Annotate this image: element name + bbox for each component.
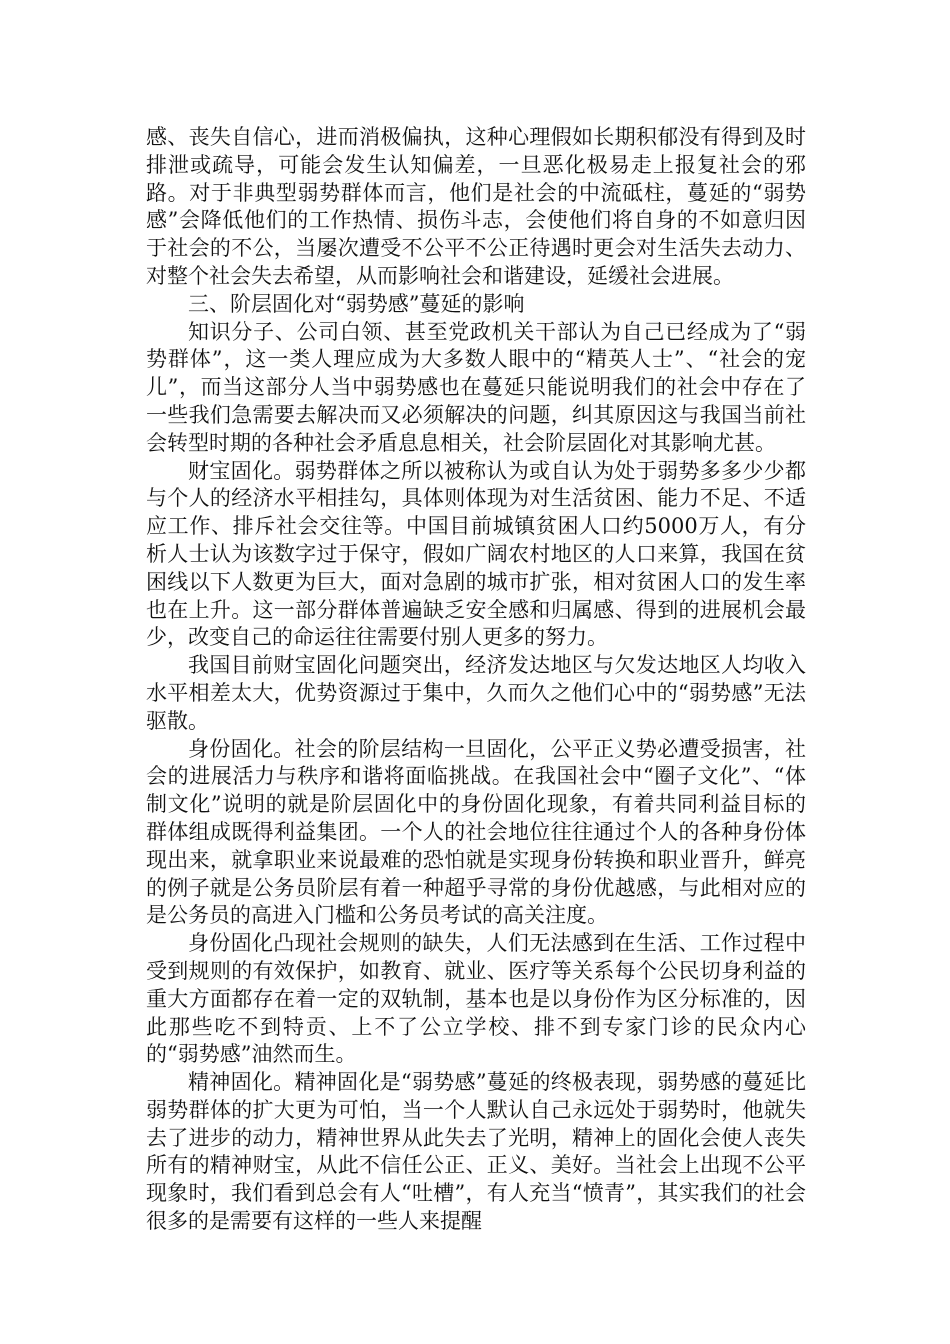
paragraph: 身份固化。社会的阶层结构一旦固化，公平正义势必遭受损害，社会的进展活力与秩序和谐将面临挑战。在我国社会中“圈子文化”、“体制文化”说明的就是阶层固化中的身份固化现象，有着共同利益目标的群体组成既得利益集团。一个人的社会地位往往通过个人的各种身份体现出来，就拿职业来说最难的恐怕就是实现身份转换和职业晋升，鲜亮的例子就是公务员阶层有着一种超乎寻常的身份优越感，与此相对应的是公务员的高进入门槛和公务员考试的高关注度。 (146, 736, 806, 928)
paragraph: 身份固化凸现社会规则的缺失，人们无法感到在生活、工作过程中受到规则的有效保护，如教育、就业、医疗等关系每个公民切身利益的重大方面都存在着一定的双轨制，基本也是以身份作为区分标准的，因此那些吃不到特贡、上不了公立学校、排不到专家门诊的民众内心的“弱势感”油然而生。 (146, 931, 806, 1067)
paragraph: 我国目前财宝固化问题突出，经济发达地区与欠发达地区人均收入水平相差太大，优势资源过于集中，久而久之他们心中的“弱势感”无法驱散。 (146, 653, 806, 733)
section-heading: 三、阶层固化对“弱势感”蔓延的影响 (188, 291, 525, 316)
paragraph: 财宝固化。弱势群体之所以被称认为或自认为处于弱势多多少少都与个人的经济水平相挂勾，具体则体现为对生活贫困、能力不足、不适应工作、排斥社会交往等。中国目前城镇贫困人口约5000万人，有分析人士认为该数字过于保守，假如广阔农村地区的人口来算，我国在贫困线以下人数更为巨大，面对急剧的城市扩张，相对贫困人口的发生率也在上升。这一部分群体普遍缺乏安全感和归属感、得到的进展机会最少，改变自己的命运往往需要付别人更多的努力。 (146, 458, 806, 650)
paragraph: 精神固化。精神固化是“弱势感”蔓延的终极表现，弱势感的蔓延比弱势群体的扩大更为可怕，当一个人默认自己永远处于弱势时，他就失去了进步的动力，精神世界从此失去了光明，精神上的固化会使人丧失所有的精神财宝，从此不信任公正、正义、美好。当社会上出现不公平现象时，我们看到总会有人“吐槽”，有人充当“愤青”，其实我们的社会很多的是需要有这样的一些人来提醒 (146, 1070, 806, 1234)
document-page (146, 124, 806, 1236)
paragraph-continuation: 感、丧失自信心，进而消极偏执，这种心理假如长期积郁没有得到及时排泄或疏导，可能会发生认知偏差，一旦恶化极易走上报复社会的邪路。对于非典型弱势群体而言，他们是社会的中流砥柱，蔓延的“弱势感”会降低他们的工作热情、损伤斗志，会使他们将自身的不如意归因于社会的不公，当屡次遭受不公平不公正待遇时更会对生活失去动力、对整个社会失去希望，从而影响社会和谐建设，延缓社会进展。 (146, 125, 806, 288)
paragraph: 知识分子、公司白领、甚至党政机关干部认为自己已经成为了“弱势群体”，这一类人理应成为大多数人眼中的“精英人士”、“社会的宠儿”，而当这部分人当中弱势感也在蔓延只能说明我们的社会中存在了一些我们急需要去解决而又必须解决的问题，纠其原因这与我国当前社会转型时期的各种社会矛盾息息相关，社会阶层固化对其影响尤甚。 (146, 319, 806, 455)
